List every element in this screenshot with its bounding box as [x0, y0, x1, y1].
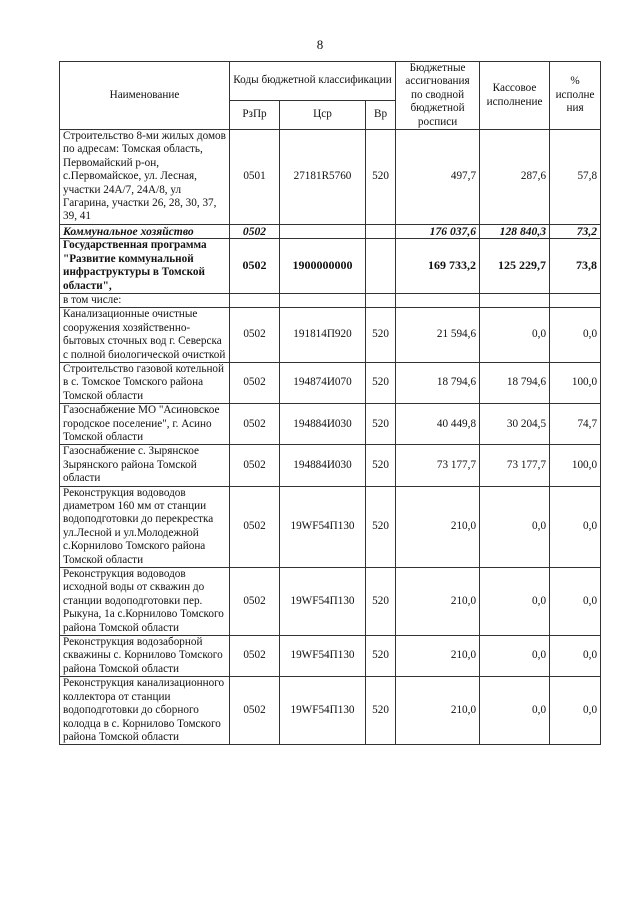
row-csr: 194884И030 [280, 404, 366, 445]
row-percent [550, 293, 601, 307]
row-percent: 73,8 [550, 239, 601, 294]
header-csr: Цср [280, 101, 366, 130]
row-rzpr: 0502 [230, 308, 280, 363]
row-cash: 0,0 [480, 568, 550, 636]
row-csr [280, 293, 366, 307]
row-name: Коммунальное хозяйство [60, 224, 230, 238]
row-cash [480, 293, 550, 307]
row-csr [280, 224, 366, 238]
row-assigned: 210,0 [396, 568, 480, 636]
header-codes: Коды бюджетной классификации [230, 62, 396, 101]
row-vr: 520 [366, 130, 396, 225]
row-cash: 0,0 [480, 636, 550, 677]
row-vr: 520 [366, 568, 396, 636]
row-name: Реконструкция водозаборной скважины с. Корнилово Томского района Томской области [60, 636, 230, 677]
row-vr: 520 [366, 677, 396, 745]
header-cash: Кассовое исполнение [480, 62, 550, 130]
row-name: Газоснабжение МО "Асиновское городское поселение", г. Асино Томской области [60, 404, 230, 445]
row-csr: 191814П920 [280, 308, 366, 363]
table-row [60, 486, 601, 567]
row-vr: 520 [366, 362, 396, 403]
program-row [60, 239, 601, 294]
row-rzpr: 0502 [230, 486, 280, 567]
row-vr: 520 [366, 636, 396, 677]
row-rzpr: 0502 [230, 677, 280, 745]
row-percent: 74,7 [550, 404, 601, 445]
row-vr: 520 [366, 445, 396, 486]
table-row [60, 636, 601, 677]
row-csr: 194874И070 [280, 362, 366, 403]
row-vr [366, 239, 396, 294]
row-name: Реконструкция водоводов диаметром 160 мм от станции водоподготовки до перекрестка ул.Лесной и ул.Молодежной с.Корнилово Томского района Томской области [60, 486, 230, 567]
table-row [60, 130, 601, 225]
row-percent: 0,0 [550, 486, 601, 567]
row-name: Строительство 8-ми жилых домов по адресам: Томская область, Первомайский р-он, с.Первомайское, ул. Лесная, участки 24А/7, 24А/8, ул Гагарина, участки 26, 28, 30, 37, 39, 41 [60, 130, 230, 225]
row-rzpr [230, 293, 280, 307]
row-csr: 27181R5760 [280, 130, 366, 225]
header-assignments: Бюджетные ассигнования по сводной бюджетной росписи [396, 62, 480, 130]
row-cash: 128 840,3 [480, 224, 550, 238]
row-name: Газоснабжение с. Зырянское Зырянского района Томской области [60, 445, 230, 486]
row-assigned: 40 449,8 [396, 404, 480, 445]
row-vr [366, 224, 396, 238]
row-assigned: 210,0 [396, 677, 480, 745]
row-percent: 100,0 [550, 362, 601, 403]
row-rzpr: 0501 [230, 130, 280, 225]
row-csr: 19WF54П130 [280, 636, 366, 677]
table-row [60, 293, 601, 307]
row-percent: 0,0 [550, 308, 601, 363]
table-row [60, 404, 601, 445]
row-percent: 0,0 [550, 636, 601, 677]
row-csr: 1900000000 [280, 239, 366, 294]
row-name: Государственная программа "Развитие коммунальной инфраструктуры в Томской области", [60, 239, 230, 294]
row-rzpr: 0502 [230, 568, 280, 636]
row-rzpr: 0502 [230, 445, 280, 486]
row-cash: 287,6 [480, 130, 550, 225]
row-cash: 73 177,7 [480, 445, 550, 486]
row-name: в том числе: [60, 293, 230, 307]
row-assigned: 73 177,7 [396, 445, 480, 486]
row-cash: 125 229,7 [480, 239, 550, 294]
header-percent: % исполне ния [550, 62, 601, 130]
row-rzpr: 0502 [230, 404, 280, 445]
row-vr [366, 293, 396, 307]
table-row [60, 445, 601, 486]
row-percent: 73,2 [550, 224, 601, 238]
budget-execution-table [59, 61, 601, 745]
row-cash: 0,0 [480, 677, 550, 745]
row-csr: 19WF54П130 [280, 568, 366, 636]
row-name: Реконструкция водоводов исходной воды от скважин до станции водоподготовки пер. Рыкуна, 1а с.Корнилово Томского района Томской области [60, 568, 230, 636]
row-name: Реконструкция канализационного коллектора от станции водоподготовки до сборного колодца в с. Корнилово Томского района Томской области [60, 677, 230, 745]
row-assigned: 176 037,6 [396, 224, 480, 238]
row-cash: 0,0 [480, 308, 550, 363]
row-name: Канализационные очистные сооружения хозяйственно-бытовых сточных вод г. Северска с полной биологической очисткой [60, 308, 230, 363]
row-assigned: 169 733,2 [396, 239, 480, 294]
header-vr: Вр [366, 101, 396, 130]
row-csr: 19WF54П130 [280, 677, 366, 745]
header-rzpr: РзПр [230, 101, 280, 130]
row-name: Строительство газовой котельной в с. Томское Томского района Томской области [60, 362, 230, 403]
table-row [60, 362, 601, 403]
row-rzpr: 0502 [230, 636, 280, 677]
row-assigned: 21 594,6 [396, 308, 480, 363]
row-percent: 0,0 [550, 677, 601, 745]
section-row [60, 224, 601, 238]
table-row [60, 308, 601, 363]
row-cash: 0,0 [480, 486, 550, 567]
row-rzpr: 0502 [230, 239, 280, 294]
row-assigned: 497,7 [396, 130, 480, 225]
row-assigned: 18 794,6 [396, 362, 480, 403]
row-cash: 18 794,6 [480, 362, 550, 403]
row-csr: 19WF54П130 [280, 486, 366, 567]
table-row [60, 677, 601, 745]
page-number: 8 [316, 37, 324, 52]
header-name: Наименование [60, 62, 230, 130]
row-rzpr: 0502 [230, 362, 280, 403]
row-vr: 520 [366, 486, 396, 567]
row-vr: 520 [366, 308, 396, 363]
row-percent: 57,8 [550, 130, 601, 225]
row-vr: 520 [366, 404, 396, 445]
row-csr: 194884И030 [280, 445, 366, 486]
row-assigned [396, 293, 480, 307]
row-rzpr: 0502 [230, 224, 280, 238]
row-percent: 100,0 [550, 445, 601, 486]
row-percent: 0,0 [550, 568, 601, 636]
row-assigned: 210,0 [396, 486, 480, 567]
table-row [60, 568, 601, 636]
row-assigned: 210,0 [396, 636, 480, 677]
row-cash: 30 204,5 [480, 404, 550, 445]
